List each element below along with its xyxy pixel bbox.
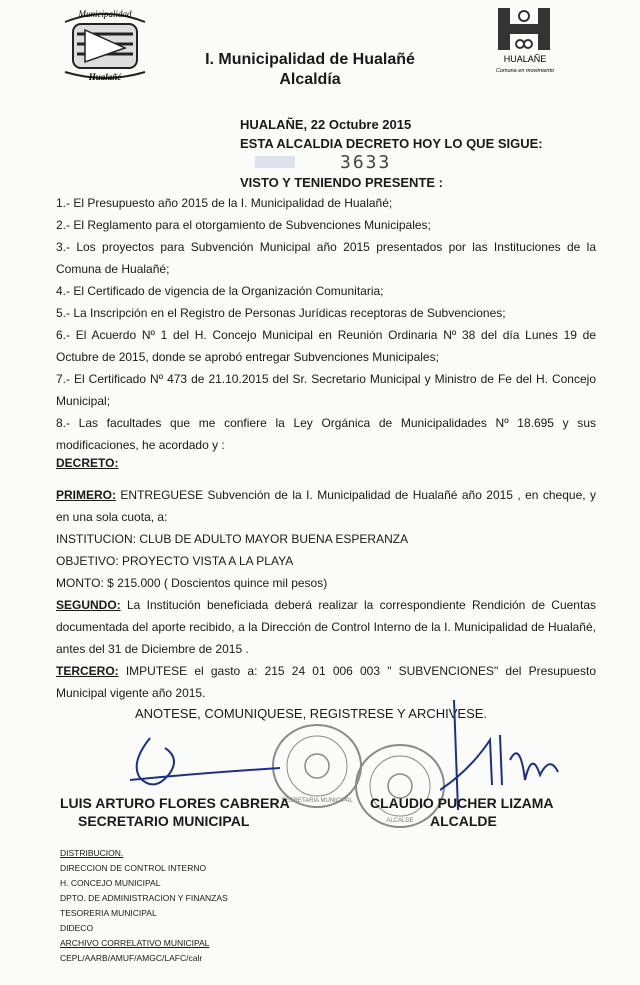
page-title [200, 50, 420, 90]
consideration-item: 1.- El Presupuesto año 2015 de la I. Municipalidad de Hualañé; [56, 196, 393, 210]
consideration-item: 6.- El Acuerdo Nº 1 del H. Concejo Municipal en Reunión Ordinaria Nº 38 del día Lunes 19 de Octubre de 2015, donde se aprobó entregar Subvenciones Municipales; [56, 328, 596, 364]
segundo-label: SEGUNDO: [56, 598, 121, 612]
title-line2: Alcaldía [279, 71, 341, 88]
objetivo-line: OBJETIVO: PROYECTO VISTA A LA PLAYA [56, 554, 294, 568]
title-line1: I. Municipalidad de Hualañé [205, 51, 415, 68]
brand-name: HUALAÑE [503, 54, 547, 64]
decree-number: 3633 [340, 152, 392, 173]
right-signer-title: ALCALDE [430, 813, 497, 829]
distribution-item: DIDECO [60, 923, 94, 933]
monto-line: MONTO: $ 215.000 ( Doscientos quince mil pesos) [56, 576, 328, 590]
tercero-text: IMPUTESE el gasto a: 215 24 01 006 003 " SUBVENCIONES" del Presupuesto Municipal vigente año 2015. [56, 664, 596, 700]
consideration-item: 2.- El Reglamento para el otorgamiento de Subvenciones Municipales; [56, 218, 431, 232]
left-signature [110, 718, 290, 803]
considerations-list [56, 192, 596, 456]
left-signer-name: LUIS ARTURO FLORES CABRERA [60, 795, 290, 811]
closing-line: ANOTESE, COMUNIQUESE, REGISTRESE Y ARCHIVESE. [135, 706, 488, 721]
municipal-crest-logo [55, 4, 155, 84]
distribution-item: H. CONCEJO MUNICIPAL [60, 878, 161, 888]
tercero-label: TERCERO: [56, 664, 119, 678]
hualane-brand-logo [490, 6, 560, 76]
decreto-heading: DECRETO: [56, 456, 119, 470]
consideration-item: 7.- El Certificado Nº 473 de 21.10.2015 del Sr. Secretario Municipal y Ministro de Fe del H. Concejo Municipal; [56, 372, 596, 408]
left-signer-title: SECRETARIO MUNICIPAL [78, 813, 250, 829]
primero-text: ENTREGUESE Subvención de la I. Municipalidad de Hualañé año 2015 , en cheque, y en una sola cuota, a: [56, 488, 596, 524]
crest-text-bottom: Hualañé [88, 72, 122, 82]
consideration-item: 8.- Las facultades que me confiere la Ley Orgánica de Municipalidades Nº 18.695 y sus modificaciones, he acordado y : [56, 416, 596, 452]
institucion-line: INSTITUCION: CLUB DE ADULTO MAYOR BUENA ESPERANZA [56, 532, 409, 546]
decree-intro: ESTA ALCALDIA DECRETO HOY LO QUE SIGUE: [240, 136, 543, 151]
consideration-item: 5.- La Inscripción en el Registro de Personas Jurídicas receptoras de Subvenciones; [56, 306, 506, 320]
right-signer-name: CLAUDIO PUCHER LIZAMA [370, 795, 554, 811]
brand-tagline: Comuna en movimiento [495, 68, 555, 74]
consideration-item: 3.- Los proyectos para Subvención Municipal año 2015 presentados por las Instituciones de la Comuna de Hualañé; [56, 240, 596, 276]
visto-heading: VISTO Y TENIENDO PRESENTE : [240, 175, 443, 190]
distribution-item: DPTO. DE ADMINISTRACION Y FINANZAS [60, 893, 228, 903]
segundo-text: La Institución beneficiada deberá realizar la correspondiente Rendición de Cuentas documentada del aporte recibido, a la Dirección de Control Interno de la I. Municipalidad de Hualañé, antes del 31 de Diciembre de 2015 . [56, 598, 596, 656]
seal-right-text: ALCALDE [386, 818, 414, 824]
decreto-section [56, 452, 596, 704]
distribution-item: DIRECCION DE CONTROL INTERNO [60, 863, 207, 873]
archive-line: ARCHIVO CORRELATIVO MUNICIPAL [60, 938, 210, 948]
consideration-item: 4.- El Certificado de vigencia de la Organización Comunitaria; [56, 284, 384, 298]
redacted-mark [255, 156, 295, 168]
distribution-heading: DISTRIBUCION. [60, 848, 124, 858]
distribution-item: TESORERIA MUNICIPAL [60, 908, 157, 918]
primero-label: PRIMERO: [56, 488, 116, 502]
crest-text-top: Municipalidad [78, 9, 132, 19]
decree-date: HUALAÑE, 22 Octubre 2015 [240, 117, 412, 132]
initials-line: CEPL/AARB/AMUF/AMGC/LAFC/calr [60, 953, 203, 963]
seal-left-text: SECRETARIA MUNICIPAL [281, 798, 353, 804]
distribution-list [60, 846, 228, 966]
